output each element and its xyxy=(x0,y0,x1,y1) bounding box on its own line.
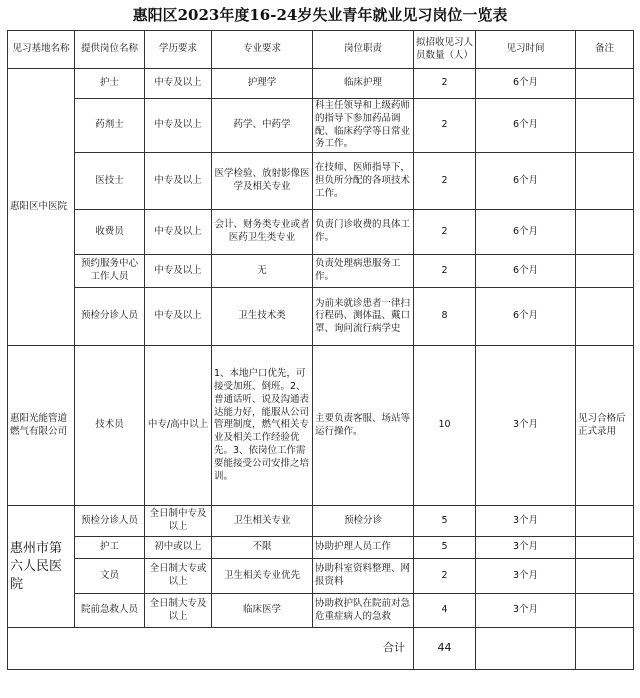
base-name-cell: 惠州市第六人民医院 xyxy=(8,506,75,628)
period-cell: 6个月 xyxy=(476,210,576,255)
count-cell: 4 xyxy=(414,594,476,628)
count-cell: 5 xyxy=(414,537,476,559)
count-cell: 2 xyxy=(414,255,476,288)
edu-cell: 中专及以上 xyxy=(145,288,212,346)
period-cell: 6个月 xyxy=(476,255,576,288)
duty-cell: 协助救护队在院前对急危重症病人的急救 xyxy=(313,594,414,628)
period-cell: 3个月 xyxy=(476,594,576,628)
count-cell: 2 xyxy=(414,99,476,153)
count-cell: 5 xyxy=(414,506,476,537)
note-cell xyxy=(576,255,634,288)
post-cell: 预约服务中心工作人员 xyxy=(75,255,145,288)
post-cell: 技术员 xyxy=(75,346,145,506)
major-cell: 卫生相关专业 xyxy=(212,506,313,537)
duty-cell: 负责门诊收费的具体工作。 xyxy=(313,210,414,255)
table-row xyxy=(8,506,634,537)
edu-cell: 全日制大专及以上 xyxy=(145,594,212,628)
duty-cell: 临床护理 xyxy=(313,69,414,99)
note-cell xyxy=(576,210,634,255)
post-cell: 预检分诊人员 xyxy=(75,288,145,346)
duty-cell: 科主任领导和上级药师的指导下参加药品调配、临床药学等日常业务工作。 xyxy=(313,99,414,153)
major-cell: 护理学 xyxy=(212,69,313,99)
header-cell: 备注 xyxy=(576,31,634,69)
table-row xyxy=(8,346,634,506)
table-row xyxy=(8,255,634,288)
note-cell xyxy=(576,153,634,210)
edu-cell: 中专/高中以上 xyxy=(145,346,212,506)
post-cell: 药剂士 xyxy=(75,99,145,153)
total-empty-cell xyxy=(576,628,634,670)
period-cell: 3个月 xyxy=(476,346,576,506)
major-cell: 卫生相关专业优先 xyxy=(212,559,313,594)
edu-cell: 中专及以上 xyxy=(145,210,212,255)
note-cell xyxy=(576,288,634,346)
post-cell: 院前急救人员 xyxy=(75,594,145,628)
edu-cell: 中专及以上 xyxy=(145,99,212,153)
count-cell: 2 xyxy=(414,210,476,255)
major-cell: 药学、中药学 xyxy=(212,99,313,153)
table-row xyxy=(8,153,634,210)
note-cell xyxy=(576,537,634,559)
post-cell: 护工 xyxy=(75,537,145,559)
base-name-cell: 惠阳光能管道燃气有限公司 xyxy=(8,346,75,506)
total-label: 合计 xyxy=(8,628,414,670)
header-cell: 见习时间 xyxy=(476,31,576,69)
post-cell: 医技士 xyxy=(75,153,145,210)
major-cell: 临床医学 xyxy=(212,594,313,628)
duty-cell: 协助科室资料整理、网报资料 xyxy=(313,559,414,594)
positions-table xyxy=(7,30,634,670)
note-cell xyxy=(576,559,634,594)
edu-cell: 全日制中专及以上 xyxy=(145,506,212,537)
edu-cell: 中专及以上 xyxy=(145,153,212,210)
post-cell: 文员 xyxy=(75,559,145,594)
note-cell xyxy=(576,594,634,628)
note-cell: 见习合格后正式录用 xyxy=(576,346,634,506)
period-cell: 6个月 xyxy=(476,153,576,210)
total-row xyxy=(8,628,634,670)
duty-cell: 为前来就诊患者一律扫行程码、测体温、戴口罩、询问流行病学史 xyxy=(313,288,414,346)
total-empty-cell xyxy=(476,628,576,670)
header-cell: 提供岗位名称 xyxy=(75,31,145,69)
major-cell: 无 xyxy=(212,255,313,288)
duty-cell: 负责处理病患服务工作。 xyxy=(313,255,414,288)
count-cell: 10 xyxy=(414,346,476,506)
header-cell: 拟招收见习人员数量（人） xyxy=(414,31,476,69)
count-cell: 2 xyxy=(414,559,476,594)
post-cell: 护士 xyxy=(75,69,145,99)
table-row xyxy=(8,559,634,594)
major-cell: 医学检验、放射影像医学及相关专业 xyxy=(212,153,313,210)
duty-cell: 在技师、医师指导下，担负所分配的各项技术工作。 xyxy=(313,153,414,210)
post-cell: 预检分诊人员 xyxy=(75,506,145,537)
table-row xyxy=(8,210,634,255)
note-cell xyxy=(576,99,634,153)
edu-cell: 初中或以上 xyxy=(145,537,212,559)
count-cell: 2 xyxy=(414,153,476,210)
base-name-cell: 惠阳区中医院 xyxy=(8,69,75,346)
table-row xyxy=(8,594,634,628)
duty-cell: 协助护理人员工作 xyxy=(313,537,414,559)
period-cell: 3个月 xyxy=(476,559,576,594)
period-cell: 6个月 xyxy=(476,288,576,346)
period-cell: 3个月 xyxy=(476,537,576,559)
period-cell: 3个月 xyxy=(476,506,576,537)
table-row xyxy=(8,288,634,346)
table-row xyxy=(8,537,634,559)
total-value: 44 xyxy=(414,628,476,670)
page-title: 惠阳区2023年度16-24岁失业青年就业见习岗位一览表 xyxy=(132,6,508,24)
note-cell xyxy=(576,69,634,99)
major-cell: 会计、财务类专业或者医药卫生类专业 xyxy=(212,210,313,255)
header-cell: 岗位职责 xyxy=(313,31,414,69)
count-cell: 8 xyxy=(414,288,476,346)
major-cell: 不限 xyxy=(212,537,313,559)
duty-cell: 预检分诊 xyxy=(313,506,414,537)
major-cell: 1、本地户口优先，可接受加班、倒班。2、普通话听、说及沟通表达能力好，能服从公司管理制度，燃气相关专业及相关工作经验优先。3、依岗位工作需要能接受公司安排之培训。 xyxy=(212,346,313,506)
period-cell: 6个月 xyxy=(476,69,576,99)
edu-cell: 中专及以上 xyxy=(145,255,212,288)
header-row xyxy=(8,31,634,69)
note-cell xyxy=(576,506,634,537)
post-cell: 收费员 xyxy=(75,210,145,255)
edu-cell: 中专及以上 xyxy=(145,69,212,99)
duty-cell: 主要负责客服、场站等运行操作。 xyxy=(313,346,414,506)
major-cell: 卫生技术类 xyxy=(212,288,313,346)
header-cell: 学历要求 xyxy=(145,31,212,69)
table-row xyxy=(8,69,634,99)
count-cell: 2 xyxy=(414,69,476,99)
period-cell: 6个月 xyxy=(476,99,576,153)
header-cell: 见习基地名称 xyxy=(8,31,75,69)
table-row xyxy=(8,99,634,153)
header-cell: 专业要求 xyxy=(212,31,313,69)
edu-cell: 全日制大专或以上 xyxy=(145,559,212,594)
